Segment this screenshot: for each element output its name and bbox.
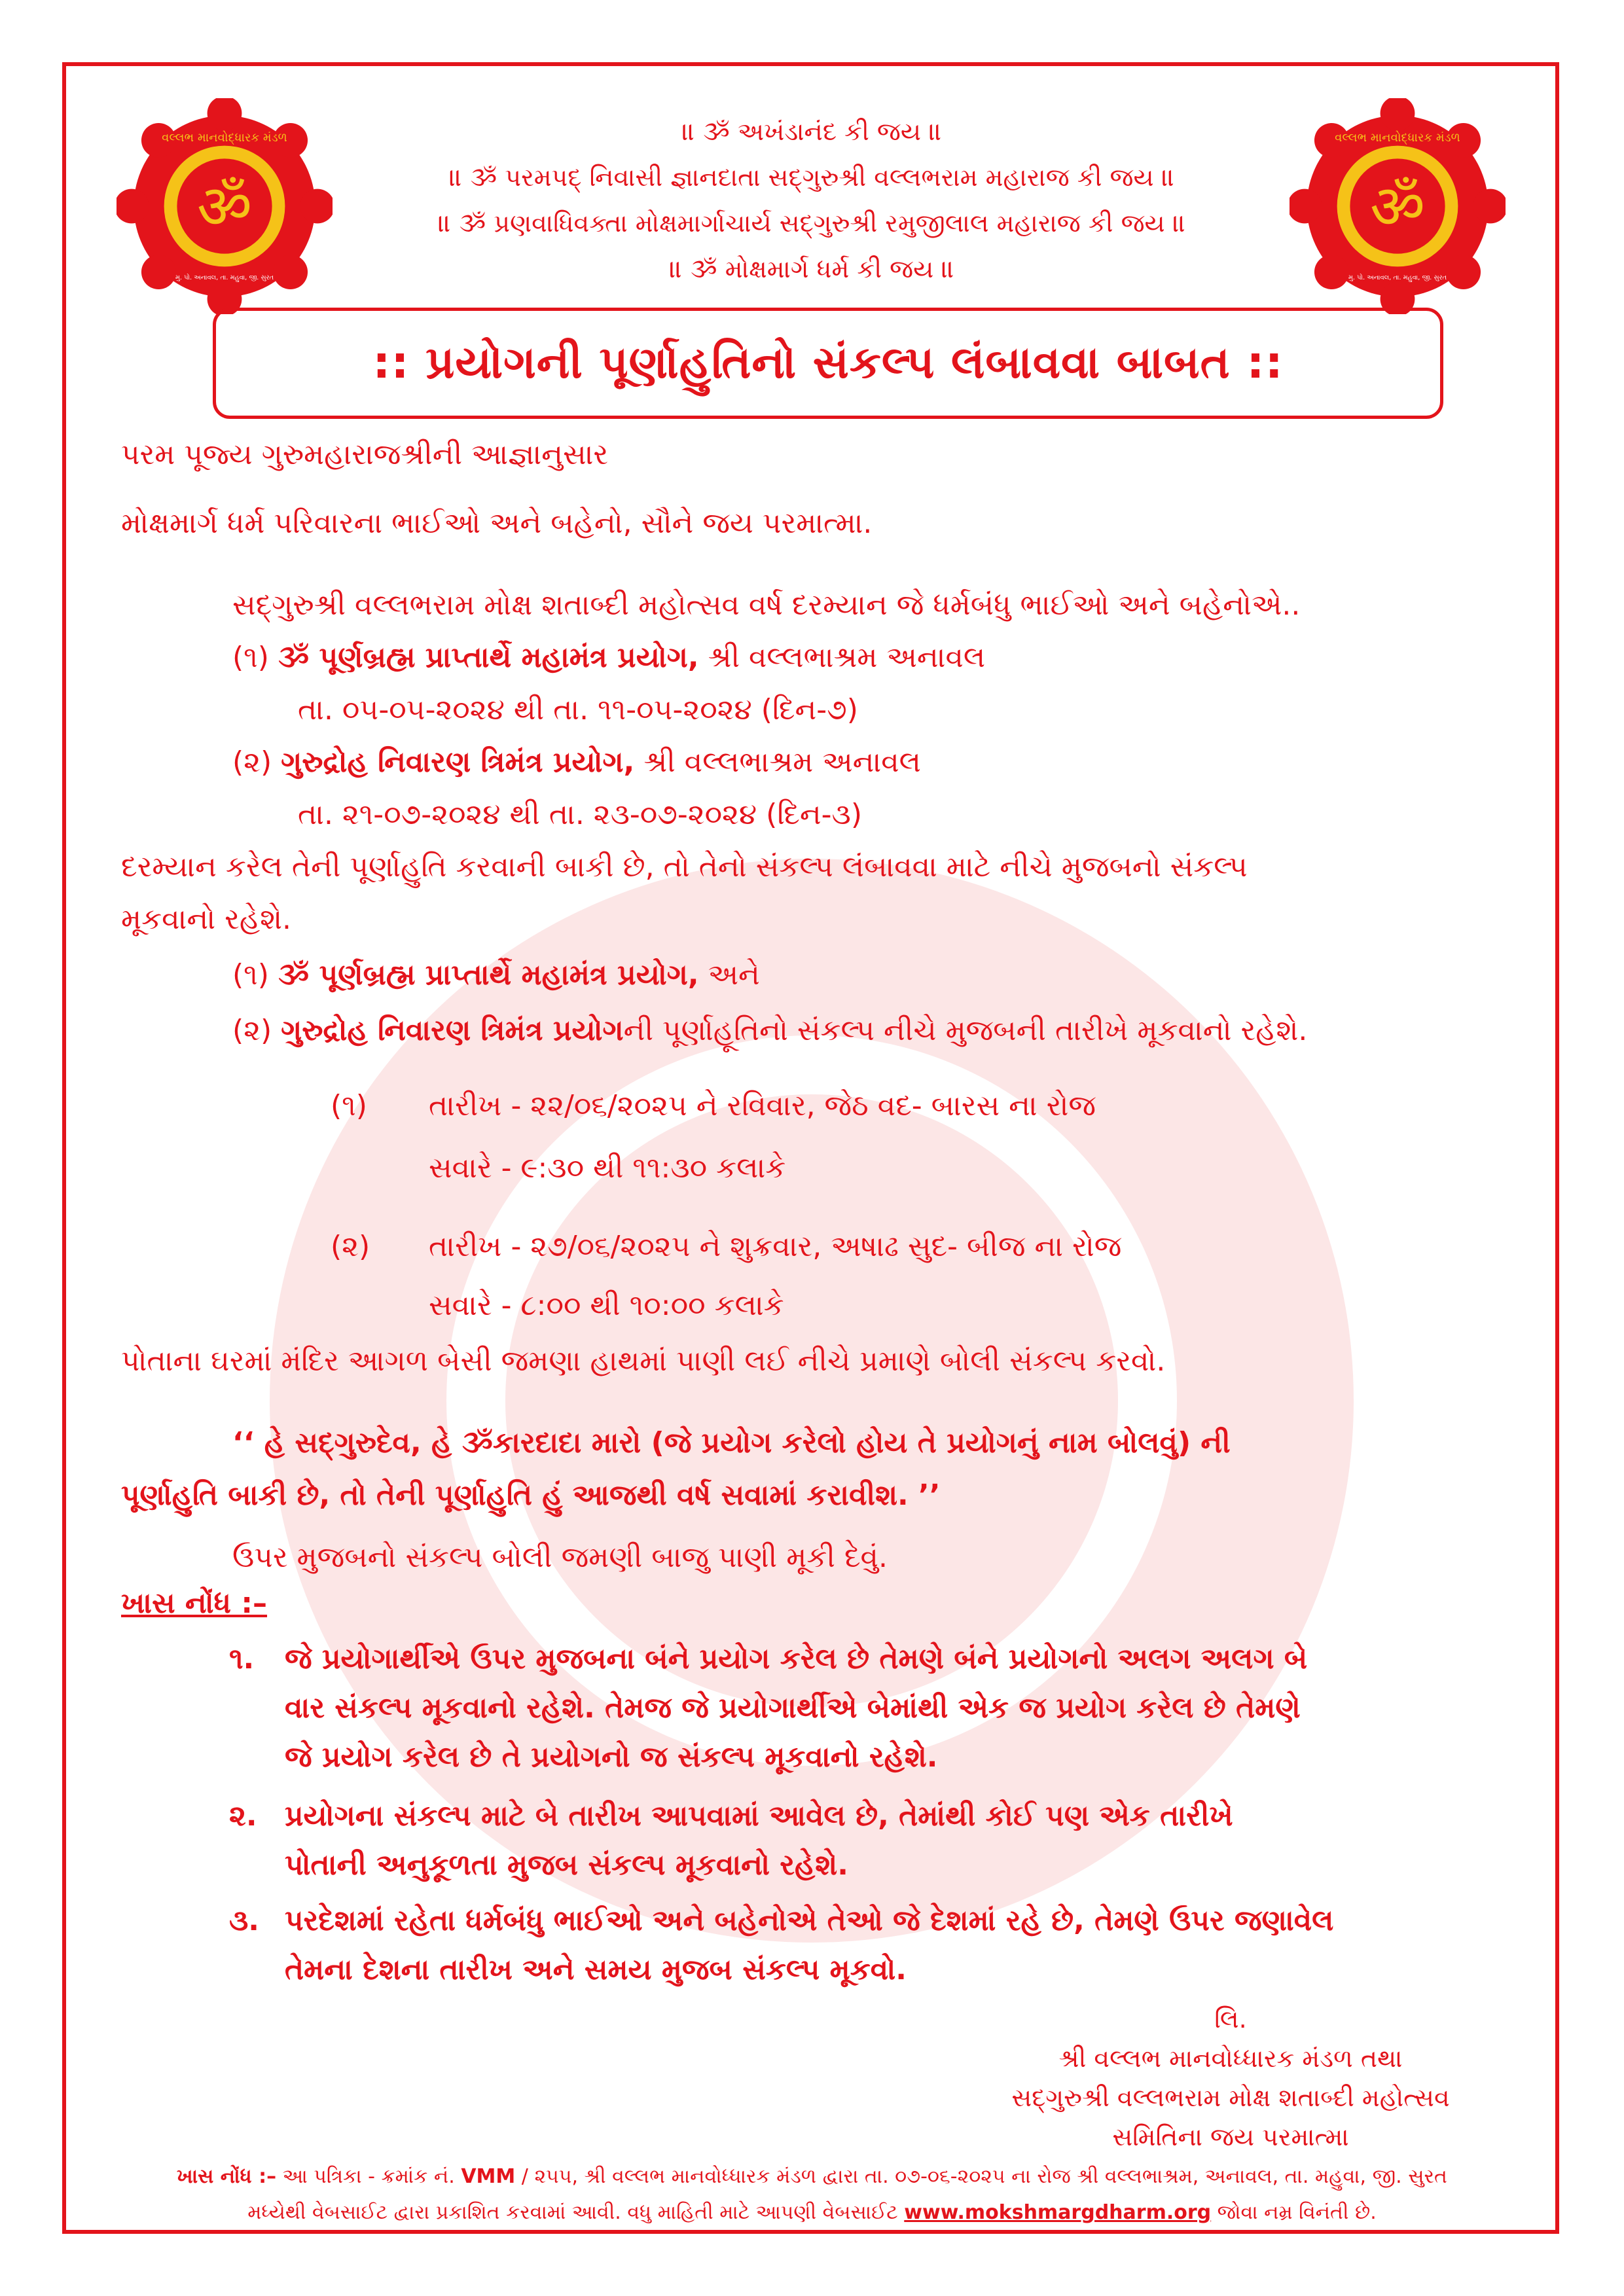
jay-line-4: ॥ ૐ મોક્ષમાર્ગ ધર્મ કી જય ॥ [669,255,955,283]
page-title [213,308,1443,419]
footer-text-a: આ પત્રિકા - ક્રમાંક નં. [282,2165,455,2188]
note-1-line-3: જે પ્રયોગ કરેલ છે તે પ્રયોગનો જ સંકલ્પ મૂકવાનો રહેશે. [285,1740,938,1774]
svg-text:ॐ: ॐ [1369,171,1426,242]
note-3-line-1: પરદેશમાં રહેતા ધર્મબંધુ ભાઈઓ અને બહેનોએ તેઓ જે દેશમાં રહે છે, તેમણે ઉપર જણાવેલ [285,1904,1334,1937]
note-heading: ખાસ નોંધ :– [121,1587,268,1620]
prayog-2-name: ગુરુદ્રોહ નિવારણ ત્રિમંત્ર પ્રયોગ, [281,745,635,779]
footer-line-1 [0,2160,1624,2194]
prayog-1-line [232,638,985,677]
sankalp-1-num: (૧) [232,958,269,992]
svg-text:મુ. પો. અનાવલ, તા. મહુવા, જી.: મુ. પો. અનાવલ, તા. મહુવા, જી. સુરત [1348,274,1447,282]
note-3-num: ૩. [229,1904,260,1937]
signature-line-3: સમિતિના જય પરમાત્મા [1112,2123,1349,2151]
footer-ref: VMM [461,2165,516,2188]
date-1-text: તારીખ - ૨૨/૦૬/૨૦૨૫ ને રવિવાર, જેઠ વદ- બારસ ના રોજ [429,1089,1096,1122]
signature-line-1: શ્રી વલ્લભ માનવોધ્ધારક મંડળ તથા [1058,2044,1403,2073]
footer-text-d: જોવા નમ્ર વિનંતી છે. [1217,2201,1377,2224]
prayog-1-place: શ્રી વલ્લભાશ્રમ અનાવલ [708,641,986,674]
note-2-line-2: પોતાની અનુકૂળતા મુજબ સંકલ્પ મૂકવાનો રહેશે. [285,1848,848,1882]
footer-note-label: ખાસ નોંધ :– [177,2165,277,2188]
greeting-line-2: મોક્ષમાર્ગ ધર્મ પરિવારના ભાઈઓ અને બહેનો, સૌને જય પરમાત્મા. [121,507,873,540]
prayog-1-name: ૐ પૂર્ણબ્રહ્મ પ્રાપ્તાર્થે મહામંત્ર પ્રયોગ, [278,641,699,674]
prayog-2-num: (૨) [232,745,272,779]
note-2-line-1: પ્રયોગના સંકલ્પ માટે બે તારીખ આપવામાં આવેલ છે, તેમાંથી કોઈ પણ એક તારીખે [285,1799,1233,1833]
sankalp-quote-line-1: ‘‘ હે સદ્ગુરુદેવ, હે ૐકારદાદા મારો (જે પ્રયોગ કરેલો હોય તે પ્રયોગનું નામ બોલવું) ની [232,1426,1231,1460]
note-1-line-1: જે પ્રયોગાર્થીએ ઉપર મુજબના બંને પ્રયોગ કરેલ છે તેમણે બંને પ્રયોગનો અલગ અલગ બે [285,1642,1308,1676]
sankalp-item-1 [232,956,760,995]
prayog-1-date: તા. ૦૫-૦૫-૨૦૨૪ થી તા. ૧૧-૦૫-૨૦૨૪ (દિન-૭) [298,693,858,726]
para1-line-1: દરમ્યાન કરેલ તેની પૂર્ણાહુતિ કરવાની બાકી છે, તો તેનો સંકલ્પ લંબાવવા માટે નીચે મુજબનો સંકલ્પ [121,850,1248,884]
sankalp-1-name: ૐ પૂર્ણબ્રહ્મ પ્રાપ્તાર્થે મહામંત્ર પ્રયોગ, [278,958,699,992]
date-1-num: (૧) [331,1089,367,1122]
date-2-num: (૨) [331,1230,370,1263]
prayog-1-num: (૧) [232,641,269,674]
water-instruction: ઉપર મુજબનો સંકલ્પ બોલી જમણી બાજુ પાણી મૂકી દેવું. [232,1541,888,1574]
para1-line-2: મૂકવાનો રહેશે. [121,903,292,936]
sankalp-1-tail: અને [708,958,760,992]
sankalp-2-name: ગુરુદ્રોહ નિવારણ ત્રિમંત્ર પ્રયોગ [281,1014,624,1047]
home-instruction: પોતાના ઘરમાં મંદિર આગળ બેસી જમણા હાથમાં પાણી લઈ નીચે પ્રમાણે બોલી સંકલ્પ કરવો. [121,1344,1166,1378]
note-3-line-2: તેમના દેશના તારીખ અને સમય મુજબ સંકલ્પ મૂકવો. [285,1953,907,1986]
footer-text-b: / ૨૫૫, શ્રી વલ્લભ માનવોધ્ધારક મંડળ દ્વારા તા. ૦૭-૦૬-૨૦૨૫ ના રોજ શ્રી વલ્લભાશ્રમ, અનાવલ, તા. મહુવા, જી. સુરત [521,2165,1447,2188]
jay-line-1: ॥ ૐ અખંડાનંદ કી જય ॥ [681,117,943,146]
signature-li: લિ. [1214,2005,1247,2034]
title-text: :: પ્રયોગની પૂર્ણાહુતિનો સંકલ્પ લંબાવવા બાબત :: [372,337,1284,389]
date-2-time: સવારે - ૮:૦૦ થી ૧૦:૦૦ કલાકે [429,1289,784,1322]
svg-text:ॐ: ॐ [196,171,253,242]
note-1-num: ૧. [229,1642,255,1676]
footer-line-2 [0,2196,1624,2230]
footer-text-c: મધ્યેથી વેબસાઈટ દ્વારા પ્રકાશિત કરવામાં આવી. વધુ માહિતી માટે આપણી વેબસાઈટ [247,2201,898,2224]
svg-text:વલ્લભ માનવોદ્ધારક મંડળ: વલ્લભ માનવોદ્ધારક મંડળ [1335,131,1460,145]
svg-text:મુ. પો. અનાવલ, તા. મહુવા, જી.: મુ. પો. અનાવલ, તા. મહુવા, જી. સુરત [175,274,274,282]
website-link[interactable]: www.mokshmargdharm.org [904,2201,1212,2224]
jay-line-2: ॥ ૐ પરમપદ્ નિવાસી જ્ઞાનદાતા સદ્ગુરુશ્રી વલ્લભરામ મહારાજ કી જય ॥ [449,163,1175,192]
sankalp-item-2 [232,1011,1307,1050]
note-2-num: ૨. [229,1799,257,1833]
prayog-2-place: શ્રી વલ્લભાશ્રમ અનાવલ [643,745,921,779]
sankalp-quote-line-2: પૂર્ણાહુતિ બાકી છે, તો તેની પૂર્ણાહુતિ હું આજથી વર્ષ સવામાં કરાવીશ. ’’ [121,1479,941,1512]
prayog-2-date: તા. ૨૧-૦૭-૨૦૨૪ થી તા. ૨૩-૦૭-૨૦૨૪ (દિન-૩) [298,798,862,831]
sankalp-2-tail: ની પૂર્ણાહૂતિનો સંકલ્પ નીચે મુજબની તારીખે મૂકવાનો રહેશે. [623,1014,1308,1047]
intro-line: સદ્ગુરુશ્રી વલ્લભરામ મોક્ષ શતાબ્દી મહોત્સવ વર્ષ દરમ્યાન જે ધર્મબંધુ ભાઈઓ અને બહેનોએ.. [232,588,1301,622]
prayog-2-line [232,743,921,782]
svg-text:વલ્લભ માનવોદ્ધારક મંડળ: વલ્લભ માનવોદ્ધારક મંડળ [162,131,287,145]
signature-line-2: સદ્ગુરુશ્રી વલ્લભરામ મોક્ષ શતાબ્દી મહોત્સવ [1011,2083,1450,2112]
greeting-line-1: પરમ પૂજ્ય ગુરુમહારાજશ્રીની આજ્ઞાનુસાર [121,438,609,471]
date-1-time: સવારે - ૯:૩૦ થી ૧૧:૩૦ કલાકે [429,1151,786,1185]
jay-line-3: ॥ ૐ પ્રણવાધિવક્તા મોક્ષમાર્ગાચાર્ય સદ્ગુરુશ્રી રમુજીલાલ મહારાજ કી જય ॥ [438,209,1186,238]
note-1-line-2: વાર સંકલ્પ મૂકવાનો રહેશે. તેમજ જે પ્રયોગાર્થીએ બેમાંથી એક જ પ્રયોગ કરેલ છે તેમણે [285,1691,1301,1725]
sankalp-2-num: (૨) [232,1014,272,1047]
date-2-text: તારીખ - ૨૭/૦૬/૨૦૨૫ ને શુક્રવાર, અષાઢ સુદ- બીજ ના રોજ [429,1230,1122,1263]
